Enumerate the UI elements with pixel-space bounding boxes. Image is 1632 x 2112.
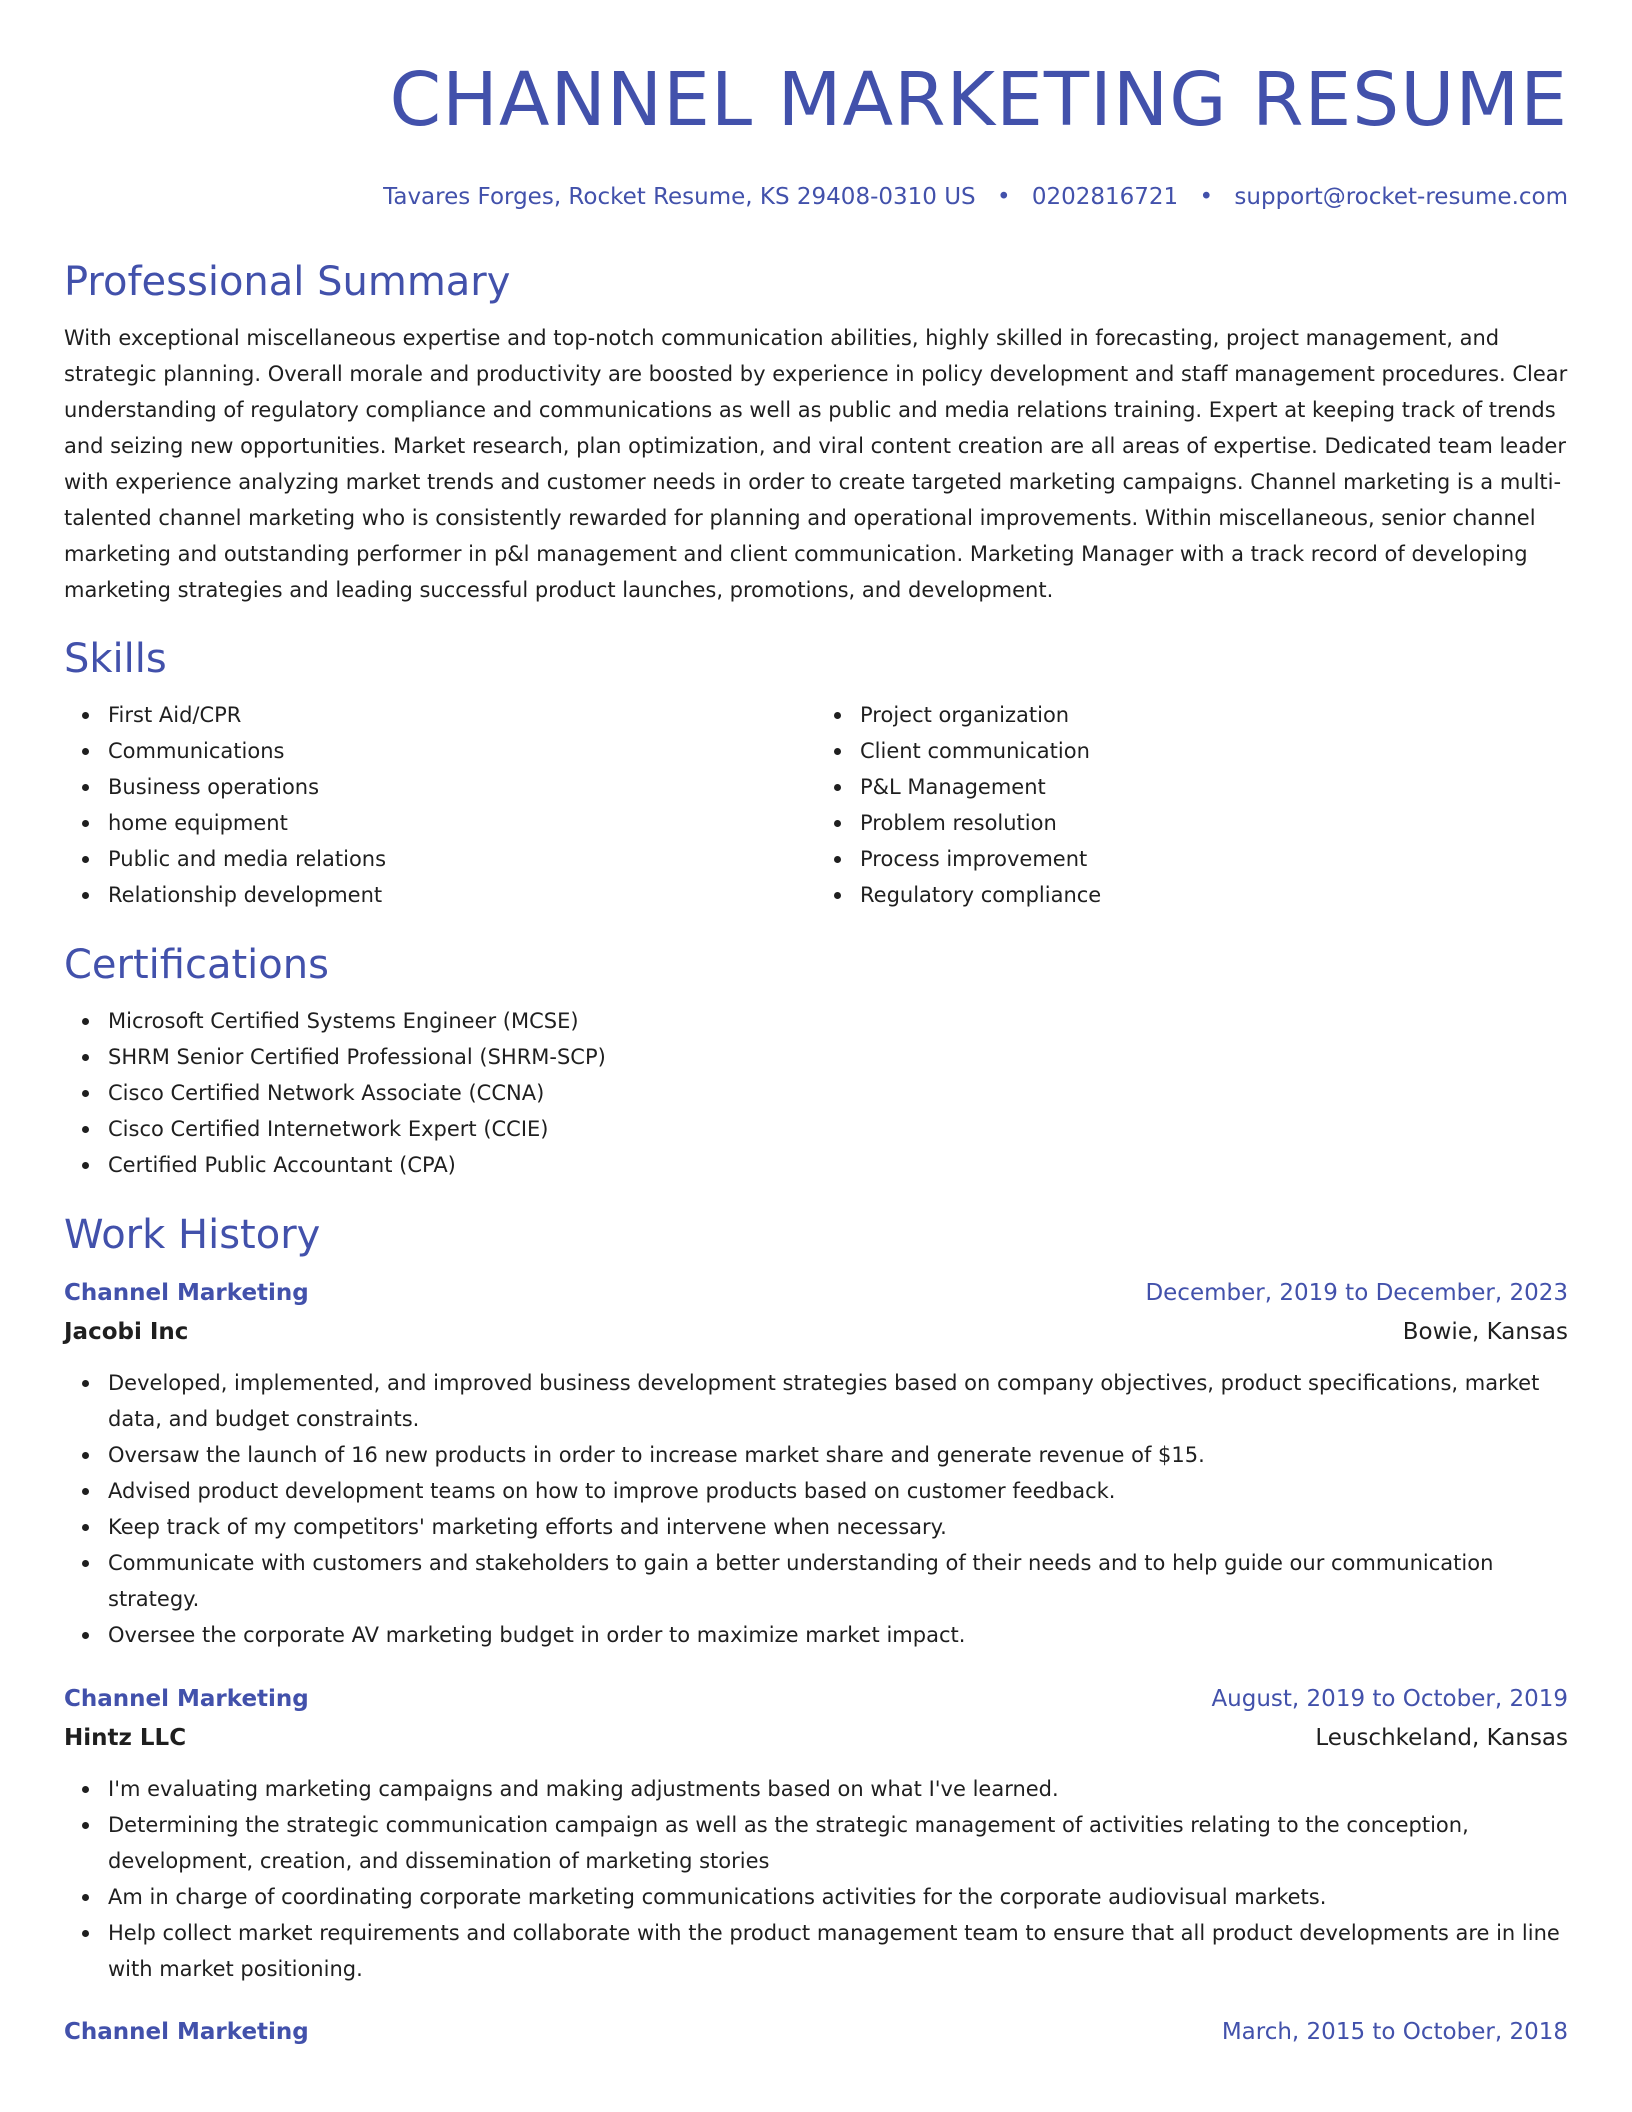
certifications-list (64, 1003, 1568, 1183)
job-title: Channel Marketing (64, 1280, 309, 1306)
certification-item: Cisco Certified Network Associate (CCNA) (108, 1075, 1568, 1111)
skill-item: Problem resolution (860, 805, 1568, 841)
skill-item: Process improvement (860, 841, 1568, 877)
job-header-row (64, 1679, 1568, 1719)
contact-phone: 0202816721 (1031, 184, 1179, 210)
job-company: Hintz LLC (64, 1725, 187, 1751)
resume-page (64, 0, 1568, 2052)
job-bullet: I'm evaluating marketing campaigns and making adjustments based on what I've learned. (108, 1771, 1568, 1807)
skill-item: First Aid/CPR (108, 697, 816, 733)
job-header-row (64, 1273, 1568, 1313)
skill-item: Business operations (108, 769, 816, 805)
skill-item: Regulatory compliance (860, 877, 1568, 913)
skills-column-right (816, 697, 1568, 913)
skills-heading: Skills (64, 636, 167, 682)
contact-line (64, 182, 1568, 212)
certification-item: Microsoft Certified Systems Engineer (MCSE) (108, 1003, 1568, 1039)
job-bullet: Oversee the corporate AV marketing budget in order to maximize market impact. (108, 1617, 1568, 1653)
job-bullet-list (64, 1771, 1568, 1987)
contact-address: Tavares Forges, Rocket Resume, KS 29408-0310 US (383, 184, 976, 210)
job-location: Leuschkeland, Kansas (1315, 1725, 1568, 1751)
job-company-row (64, 1719, 1568, 1757)
job-bullet-list (64, 1365, 1568, 1653)
job-location: Bowie, Kansas (1402, 1319, 1568, 1345)
contact-separator: • (1199, 184, 1214, 210)
contact-separator: • (996, 184, 1011, 210)
job-bullet: Keep track of my competitors' marketing efforts and intervene when necessary. (108, 1509, 1568, 1545)
job-title: Channel Marketing (64, 1686, 309, 1712)
skill-item: Project organization (860, 697, 1568, 733)
job-bullet: Communicate with customers and stakeholders to gain a better understanding of their needs and to help guide our communication strategy. (108, 1545, 1568, 1617)
job-bullet: Determining the strategic communication campaign as well as the strategic management of activities relating to the conception, development, creation, and dissemination of marketing stories (108, 1807, 1568, 1879)
skill-item: Client communication (860, 733, 1568, 769)
skill-item: P&L Management (860, 769, 1568, 805)
job-bullet: Oversaw the launch of 16 new products in order to increase market share and generate revenue of $15. (108, 1437, 1568, 1473)
job-bullet: Developed, implemented, and improved business development strategies based on company objectives, product specifications, market data, and budget constraints. (108, 1365, 1568, 1437)
job-title: Channel Marketing (64, 2019, 309, 2045)
job-dates: August, 2019 to October, 2019 (1211, 1686, 1568, 1712)
job-bullet: Am in charge of coordinating corporate marketing communications activities for the corporate audiovisual markets. (108, 1879, 1568, 1915)
resume-title: CHANNEL MARKETING RESUME (389, 57, 1568, 143)
job-bullet: Advised product development teams on how to improve products based on customer feedback. (108, 1473, 1568, 1509)
skill-item: Communications (108, 733, 816, 769)
skill-item: home equipment (108, 805, 816, 841)
job-bullet: Help collect market requirements and collaborate with the product management team to ensure that all product developments are in line with market positioning. (108, 1915, 1568, 1987)
skill-item: Relationship development (108, 877, 816, 913)
job-entry (64, 1273, 1568, 1653)
certification-item: Cisco Certified Internetwork Expert (CCIE) (108, 1111, 1568, 1147)
skill-item: Public and media relations (108, 841, 816, 877)
job-header-row (64, 2012, 1568, 2052)
certification-item: SHRM Senior Certified Professional (SHRM-SCP) (108, 1039, 1568, 1075)
certification-item: Certified Public Accountant (CPA) (108, 1147, 1568, 1183)
job-company-row (64, 1313, 1568, 1351)
summary-heading: Professional Summary (64, 259, 511, 305)
certifications-heading: Certifications (64, 942, 329, 988)
job-entry (64, 1679, 1568, 1987)
summary-text: With exceptional miscellaneous expertise and top-notch communication abilities, highly skilled in forecasting, project management, and strategic planning. Overall morale and productivity are boosted by experience in policy development and staff management procedures. Clear understanding of regulatory compliance and communications as well as public and media relations training. Expert at keeping track of trends and seizing new opportunities. Market research, plan optimization, and viral content creation are all areas of expertise. Dedicated team leader with experience analyzing market trends and customer needs in order to create targeted marketing campaigns. Channel marketing is a multi-talented channel marketing who is consistently rewarded for planning and operational improvements. Within miscellaneous, senior channel marketing and outstanding performer in p&l management and client communication. Marketing Manager with a track record of developing marketing strategies and leading successful product launches, promotions, and development. (64, 326, 1568, 602)
job-entry (64, 2012, 1568, 2052)
job-dates: March, 2015 to October, 2018 (1221, 2019, 1568, 2045)
skills-column-left (64, 697, 816, 913)
work-history-heading: Work History (64, 1212, 321, 1258)
contact-email: support@rocket-resume.com (1234, 184, 1568, 210)
job-dates: December, 2019 to December, 2023 (1145, 1280, 1568, 1306)
job-company: Jacobi Inc (64, 1319, 189, 1345)
skills-grid (64, 697, 1568, 913)
